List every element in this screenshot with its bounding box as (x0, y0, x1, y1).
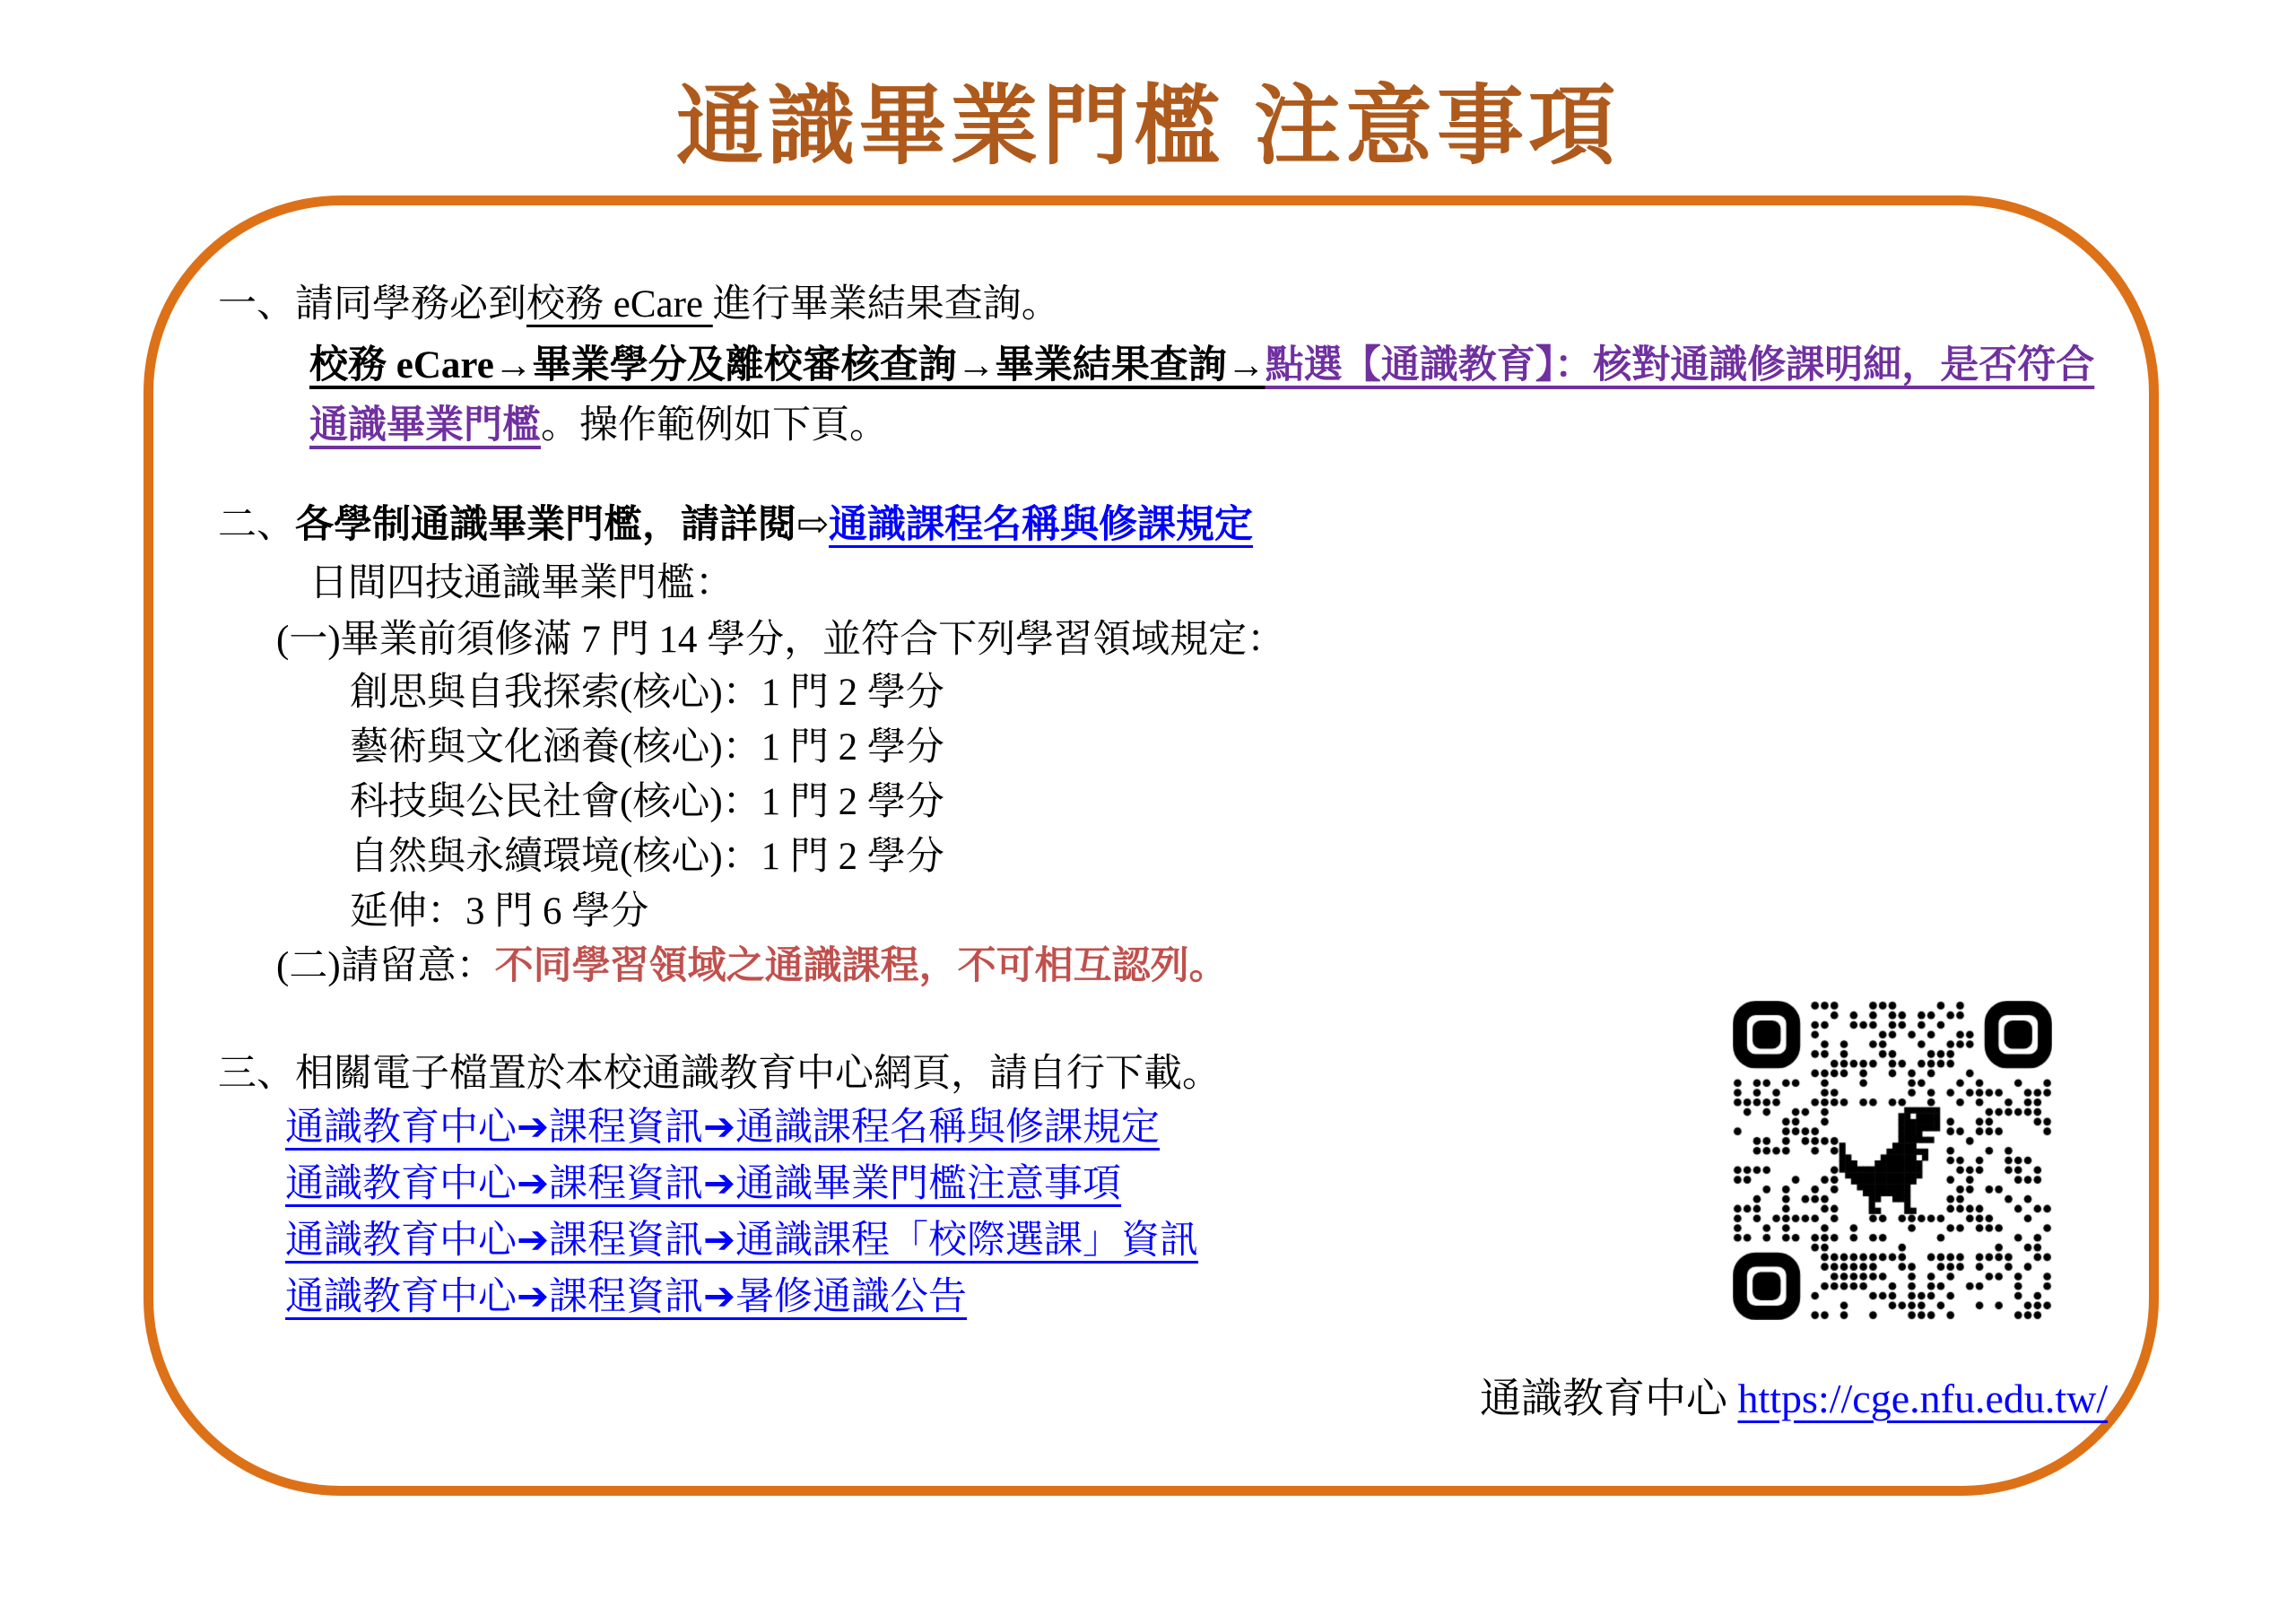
download-link-cross-school[interactable]: 通識教育中心➔課程資訊➔通識課程「校際選課」資訊 (285, 1220, 1199, 1262)
section1-marker: 一、 (218, 283, 295, 326)
requirement-item: 藝術與文化涵養(核心)：1 門 2 學分 (350, 726, 944, 769)
download-link-row (285, 1105, 1160, 1151)
rightwards-white-arrow-icon: ⇨ (796, 504, 830, 546)
item1-text: 畢業前須修滿 7 門 14 學分，並符合下列學習領域規定： (340, 619, 1286, 661)
section1-intro-suffix: 進行畢業結果查詢。 (712, 283, 1060, 326)
download-link-threshold-notes[interactable]: 通識教育中心➔課程資訊➔通識畢業門檻注意事項 (285, 1163, 1122, 1205)
footer-label: 通識教育中心 (1480, 1376, 1738, 1421)
item1-label: (一) (276, 619, 341, 661)
section1-path-suffix: 。操作範例如下頁。 (541, 404, 888, 447)
requirement-item: 延伸：3 門 6 學分 (350, 890, 649, 933)
download-link-course-rules[interactable]: 通識教育中心➔課程資訊➔通識課程名稱與修課規定 (285, 1107, 1161, 1149)
section2-item2 (276, 943, 1228, 990)
requirement-item: 自然與永續環境(核心)：1 門 2 學分 (350, 836, 944, 878)
item2-label: (二) (276, 945, 341, 987)
ecare-path: 校務 eCare→畢業學分及離校審核查詢→畢業結果查詢→ (309, 344, 1265, 386)
section1-intro (218, 282, 1060, 328)
section2-heading-bold: 各學制通識畢業門檻，請詳閱 (295, 504, 796, 546)
warning-text: 不同學習領域之通識課程，不可相互認列。 (494, 945, 1228, 987)
course-rules-link[interactable]: 通識課程名稱與修課規定 (829, 504, 1254, 546)
ecare-underlined: 校務 eCare (526, 283, 713, 326)
qr-code (1733, 1001, 2052, 1320)
footer (1480, 1374, 2108, 1423)
qr-code-canvas (1733, 1001, 2052, 1320)
download-link-row (285, 1218, 1198, 1264)
page-title: 通識畢業門檻 注意事項 (676, 77, 1620, 175)
section2-marker: 二、 (218, 504, 295, 546)
download-link-row (285, 1161, 1121, 1208)
section2-subheading: 日間四技通識畢業門檻： (309, 562, 734, 604)
footer-url-link[interactable]: https://cge.nfu.edu.tw/ (1737, 1376, 2109, 1421)
section3-heading (218, 1051, 1221, 1098)
gened-check-link[interactable]: 點選【通識教育】：核對通識修課明細，是否符合 (1265, 344, 2095, 386)
section1-intro-prefix: 請同學務必到 (295, 283, 526, 326)
requirement-item: 科技與公民社會(核心)：1 門 2 學分 (350, 781, 944, 823)
section1-path-line1 (309, 343, 2094, 389)
section1-path-line2 (309, 403, 888, 449)
section3-heading-text: 相關電子檔置於本校通識教育中心網頁，請自行下載。 (295, 1053, 1221, 1095)
download-link-summer[interactable]: 通識教育中心➔課程資訊➔暑修通識公告 (285, 1276, 968, 1318)
gened-threshold-link[interactable]: 通識畢業門檻 (309, 404, 541, 447)
requirement-item: 創思與自我探索(核心)：1 門 2 學分 (350, 672, 944, 714)
section2-item1 (276, 617, 1285, 664)
section3-marker: 三、 (218, 1053, 295, 1095)
download-link-row (285, 1274, 967, 1321)
item2-prefix: 請留意： (340, 945, 495, 987)
section2-heading (218, 502, 1253, 549)
